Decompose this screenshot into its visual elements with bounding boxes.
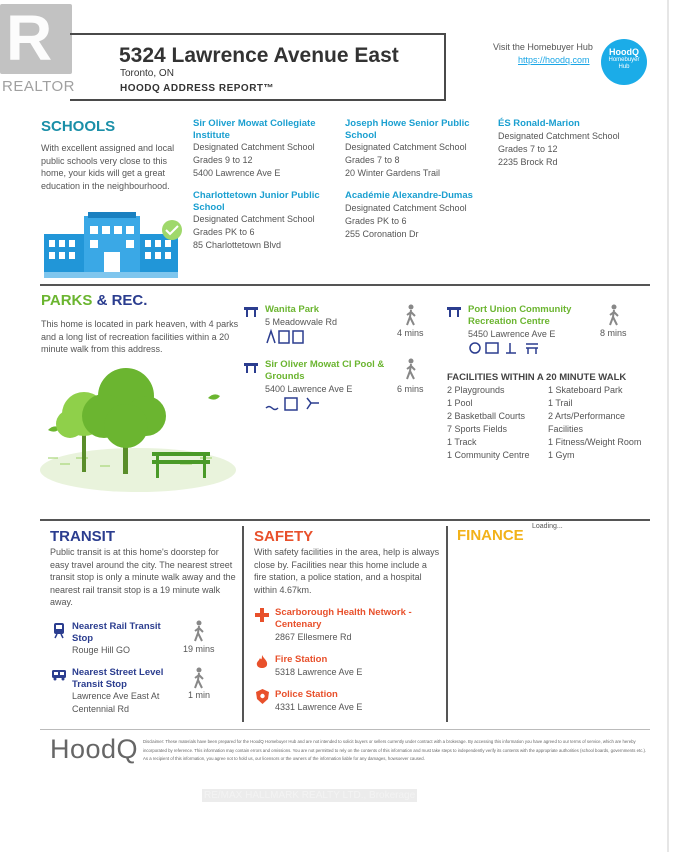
facility-item: 2 Basketball Courts	[447, 410, 526, 421]
hub-link[interactable]: https://hoodq.com	[518, 55, 590, 65]
rail-transit-stop: Rouge Hill GO	[72, 645, 131, 655]
schools-title: SCHOOLS	[41, 118, 116, 135]
safety-address: 4331 Lawrence Ave E	[275, 702, 363, 712]
park-amenity-icons	[265, 330, 305, 344]
safety-title: SAFETY	[254, 528, 314, 545]
safety-name[interactable]: Police Station	[275, 689, 338, 700]
safety-address: 2867 Ellesmere Rd	[275, 632, 352, 642]
facility-item: 1 Fitness/Weight Room	[548, 436, 642, 447]
facilities-list-left	[447, 384, 530, 461]
column-divider	[446, 526, 448, 722]
schools-description: With excellent assigned and local public schools very close to this home, your kids will get a great education in the neighbourhood.	[41, 143, 175, 191]
walk-icon	[607, 304, 621, 326]
school-name[interactable]: Académie Alexandre-Dumas	[345, 190, 473, 201]
hub-logo-sub2: Hub	[618, 64, 630, 70]
finance-loading-status: Loading...	[532, 523, 563, 530]
facility-item: 1 Skateboard Park	[548, 385, 623, 395]
hub-logo-sub1: Homebuyer	[608, 57, 640, 63]
facility-item: 2 Playgrounds	[447, 385, 505, 395]
train-icon	[52, 622, 66, 638]
hub-logo-title: HoodQ	[609, 47, 639, 57]
park-amenity-icons	[265, 397, 321, 411]
finance-title: FINANCE	[457, 527, 524, 544]
hoodq-footer-logo: HoodQ	[50, 734, 139, 764]
school-type: Designated Catchment School	[193, 214, 315, 224]
school-card[interactable]	[345, 190, 495, 241]
park-illustration-icon	[40, 366, 240, 492]
school-name[interactable]: Sir Oliver Mowat Collegiate Institute	[193, 118, 316, 141]
facility-item: 1 Gym	[548, 449, 575, 460]
walk-icon	[404, 304, 418, 326]
walk-icon	[192, 620, 206, 642]
school-address: 5400 Lawrence Ave E	[193, 168, 281, 178]
facility-item: 1 Trail	[548, 397, 573, 408]
school-building-icon	[44, 212, 184, 278]
hub-visit-text: Visit the Homebuyer Hub	[493, 42, 593, 52]
park-address: 5400 Lawrence Ave E	[265, 384, 353, 394]
parks-description: This home is located in park heaven, with 4 parks and a long list of recreation facilities within a 20 minute walk from this address.	[41, 319, 239, 354]
school-type: Designated Catchment School	[345, 202, 467, 213]
header-bar	[70, 33, 104, 101]
park-icon	[244, 361, 258, 373]
walk-time: 8 mins	[600, 328, 627, 338]
park-icon	[447, 305, 461, 317]
park-address: 5 Meadowvale Rd	[265, 317, 338, 327]
park-name[interactable]: Wanita Park	[265, 304, 320, 315]
park-item[interactable]	[265, 304, 337, 329]
school-name[interactable]: ÉS Ronald-Marion	[498, 118, 580, 129]
school-grades: Grades 9 to 12	[193, 155, 253, 165]
bus-icon	[51, 669, 67, 681]
rail-transit-label[interactable]: Nearest Rail Transit Stop	[72, 621, 161, 644]
walk-time: 6 mins	[397, 384, 424, 394]
school-grades: Grades PK to 6	[193, 227, 255, 237]
school-name[interactable]: Charlottetown Junior Public School	[193, 190, 320, 213]
facilities-title: FACILITIES WITHIN A 20 MINUTE WALK	[447, 372, 627, 383]
parks-title	[41, 292, 147, 309]
school-grades: Grades 7 to 8	[345, 155, 400, 165]
parks-title-main: PARKS	[41, 292, 93, 309]
parks-title-amp: & REC.	[92, 292, 148, 309]
realtor-logo-box	[0, 4, 72, 74]
hospital-icon	[255, 608, 269, 622]
school-card[interactable]	[193, 118, 343, 180]
divider	[40, 519, 650, 521]
park-address: 5450 Lawrence Ave E	[468, 329, 556, 339]
divider	[40, 284, 650, 286]
school-address: 85 Charlottetown Blvd	[193, 240, 282, 250]
walk-time: 19 mins	[183, 644, 215, 654]
park-item[interactable]	[468, 304, 588, 341]
walk-icon	[404, 358, 418, 380]
school-type: Designated Catchment School	[345, 142, 467, 152]
realtor-watermark	[0, 4, 80, 96]
school-card[interactable]	[193, 190, 343, 252]
school-address: 2235 Brock Rd	[498, 156, 558, 167]
address-city: Toronto, ON	[120, 68, 174, 79]
brokerage-watermark: RE/MAX HALLMARK REALTY LTD., Brokerage	[204, 790, 416, 801]
park-icon	[244, 305, 258, 317]
safety-name[interactable]: Fire Station	[275, 654, 328, 665]
hoodq-hub-logo[interactable]	[601, 39, 647, 85]
safety-description: With safety facilities in the area, help is always close by. Facilities near this home include a fire station, a police station, and a hospital within 4.67km.	[254, 547, 440, 595]
park-name[interactable]: Port Union Community Recreation Centre	[468, 304, 572, 327]
park-name[interactable]: Sir Oliver Mowat CI Pool & Grounds	[265, 359, 385, 382]
park-amenity-icons	[468, 341, 542, 355]
school-type: Designated Catchment School	[193, 142, 315, 152]
school-card[interactable]	[345, 118, 495, 180]
park-item[interactable]	[265, 359, 395, 396]
transit-title: TRANSIT	[50, 528, 115, 545]
transit-description: Public transit is at this home's doorstep for easy travel around the city. The nearest street transit stop is only a minute walk away and the nearest rail transit stop is a 19 minute walk away.	[50, 547, 236, 607]
facility-item: 1 Community Centre	[447, 449, 530, 460]
address-title: 5324 Lawrence Avenue East	[119, 44, 399, 67]
safety-address: 5318 Lawrence Ave E	[275, 667, 363, 677]
disclaimer-text: Disclaimer: These materials have been prepared for the HoodQ Homebuyer Hub and are not intended to solicit buyers or sellers currently under contract with a brokerage. By accessing this information you have agreed to our terms of service, which are hereby incorporated by reference. This information may contain errors and omissions. You are not permitted to rely on the contents of this information and must take steps to independently verify its contents with the appropriate authorities (school boards, governments etc.). As a recipient of this information, you agree not to hold us, our licensors or the owners of the information liable for any damages, howsoever caused.	[143, 739, 647, 761]
facility-item: 7 Sports Fields	[447, 423, 508, 434]
walk-time: 4 mins	[397, 328, 424, 338]
walk-time: 1 min	[188, 690, 211, 700]
school-address: 255 Coronation Dr	[345, 228, 419, 239]
divider	[40, 729, 650, 730]
fire-icon	[256, 655, 268, 670]
street-transit-stop: Lawrence Ave East At Centennial Rd	[72, 691, 160, 714]
column-divider	[242, 526, 244, 722]
realtor-logo-mark: R	[6, 2, 53, 74]
school-address: 20 Winter Gardens Trail	[345, 168, 441, 178]
facility-item: 2 Arts/Performance	[548, 410, 626, 421]
street-transit-label[interactable]: Nearest Street Level Transit Stop	[72, 667, 164, 690]
report-title: HOODQ ADDRESS REPORT™	[120, 83, 275, 94]
realtor-logo-text: REALTOR	[2, 78, 75, 95]
facilities-list-right	[548, 384, 641, 461]
school-grades: Grades 7 to 12	[498, 143, 558, 154]
police-badge-icon	[256, 689, 269, 704]
safety-name[interactable]: Scarborough Health Network - Centenary	[275, 607, 412, 630]
school-type: Designated Catchment School	[498, 130, 620, 141]
facility-item: 1 Track	[447, 436, 477, 447]
walk-icon	[192, 667, 206, 689]
school-grades: Grades PK to 6	[345, 215, 407, 226]
school-card[interactable]	[498, 118, 648, 169]
facility-item: Facilities	[548, 423, 584, 434]
school-name[interactable]: Joseph Howe Senior Public School	[345, 118, 470, 141]
facility-item: 1 Pool	[447, 397, 473, 408]
